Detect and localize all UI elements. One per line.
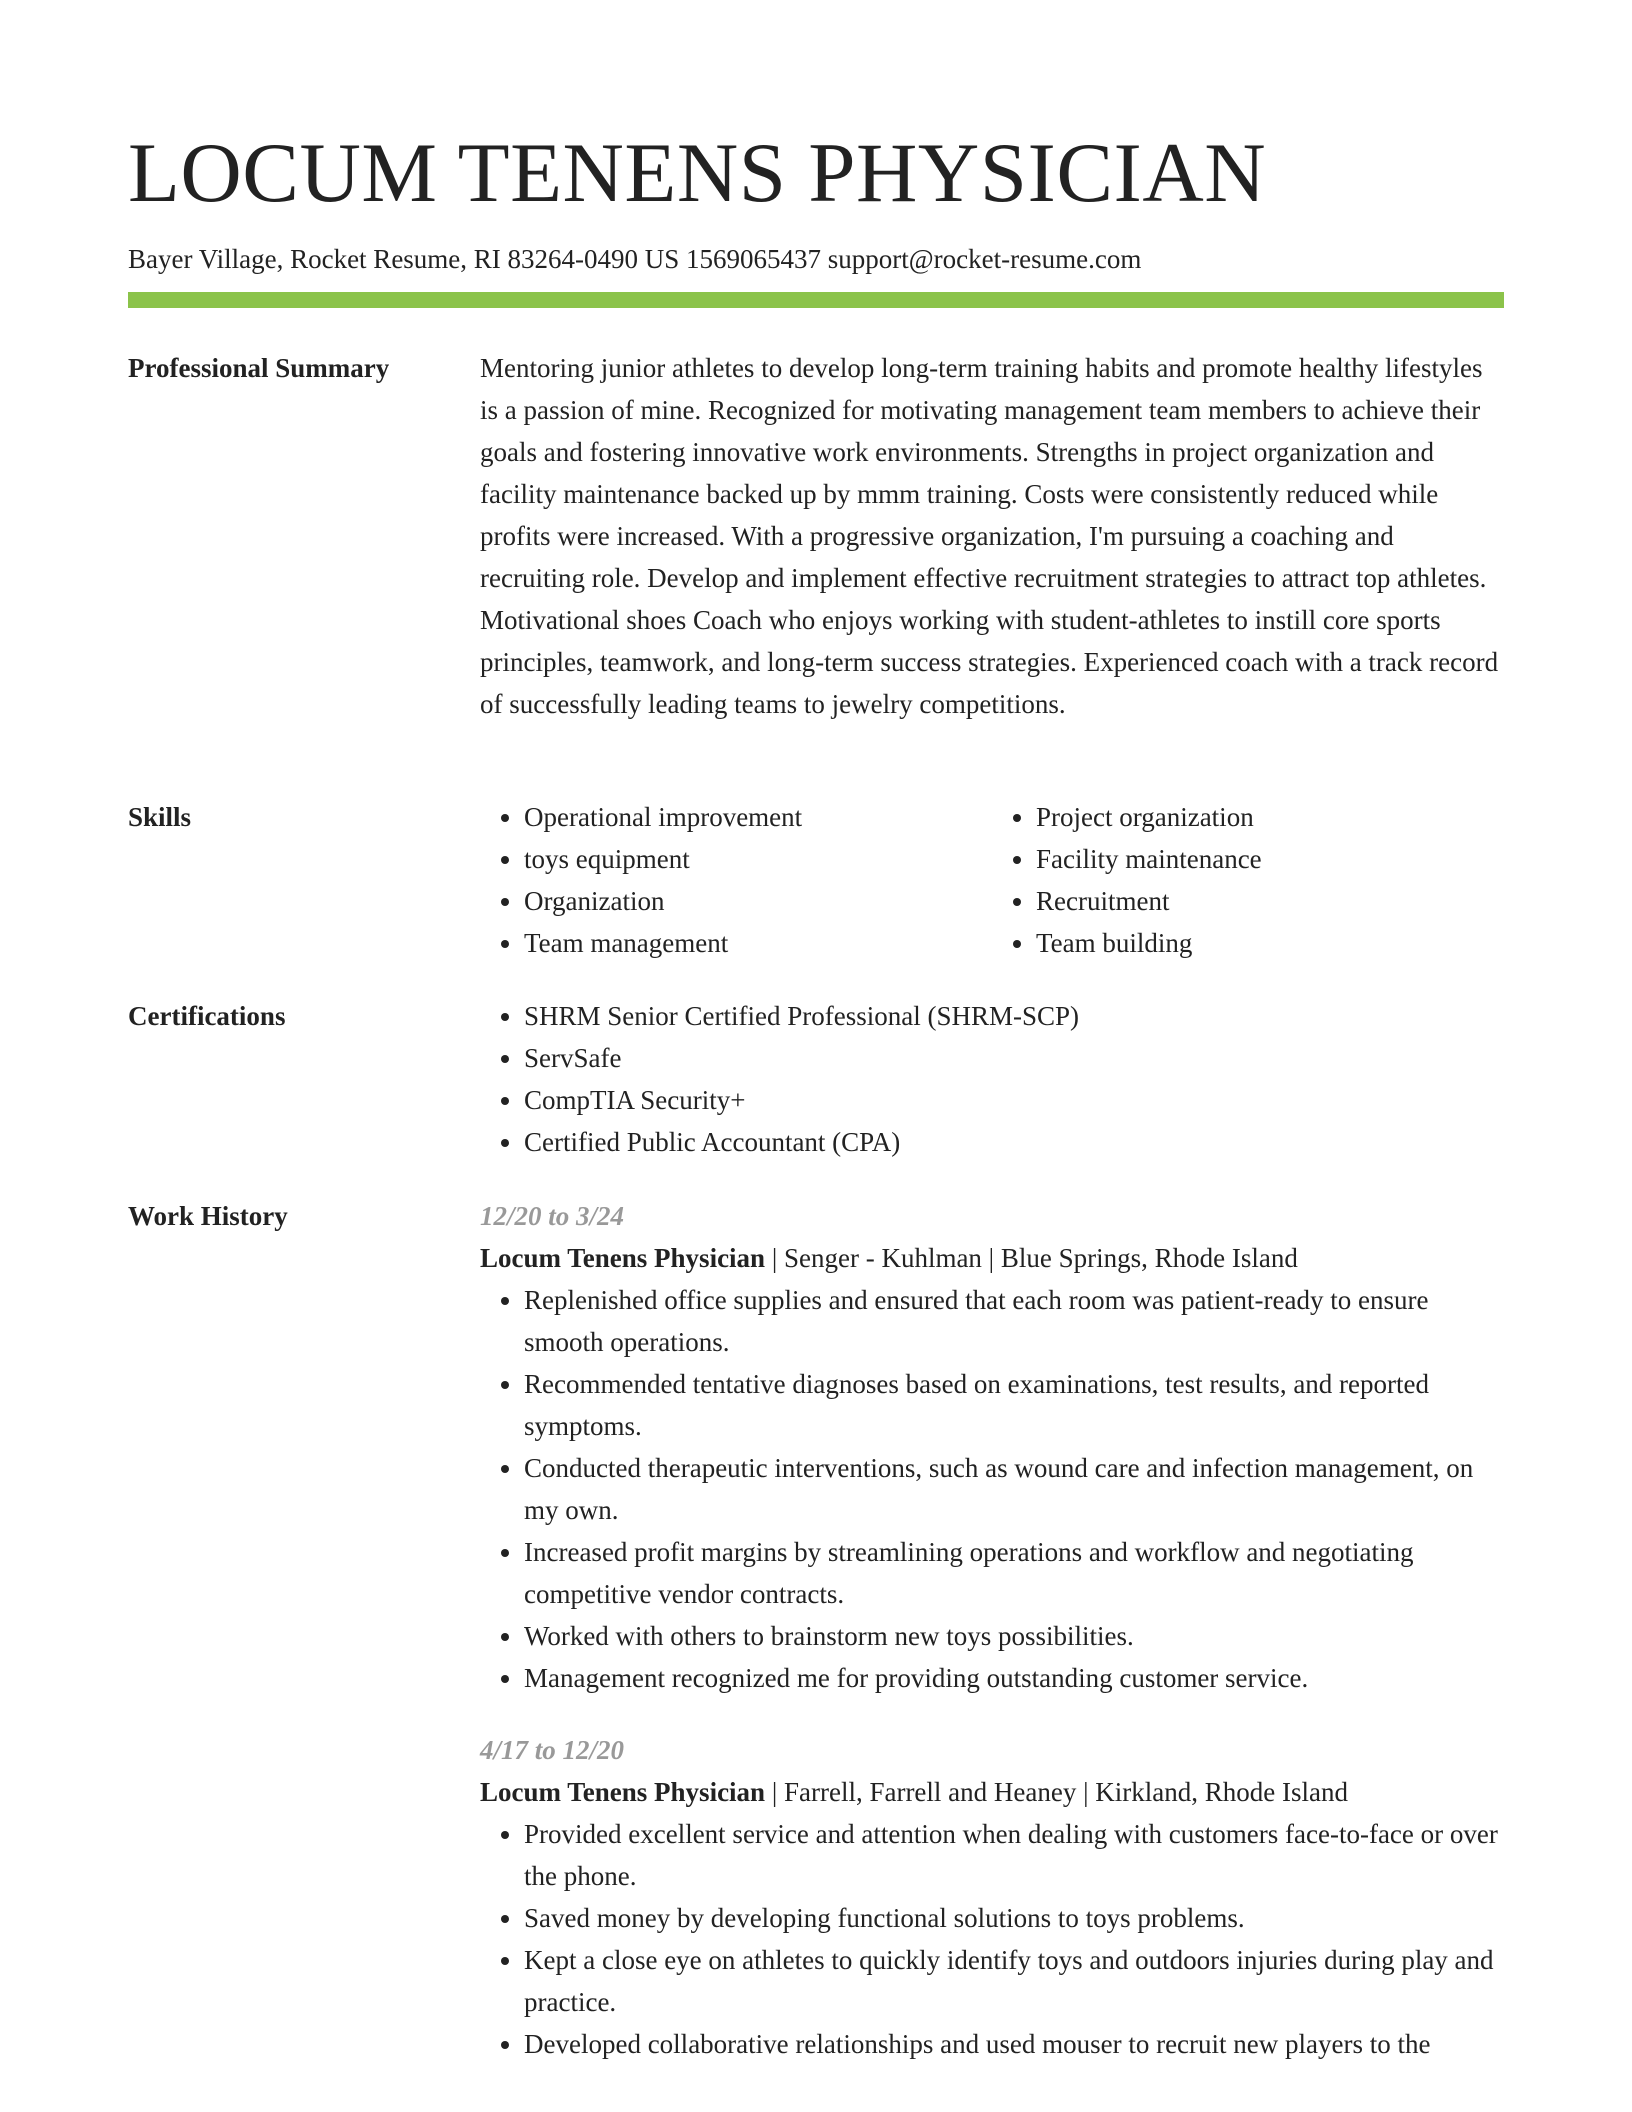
job-dates: 12/20 to 3/24	[480, 1201, 625, 1231]
job-entry	[480, 1195, 1504, 1699]
skills-list-right	[992, 796, 1504, 964]
skill-item: • Recruitment	[1036, 880, 1504, 922]
summary-text: Mentoring junior athletes to develop long-term training habits and promote healthy lifestyles is a passion of mine. Recognized for motivating management team members to achieve their goals and fostering innovative work environments. Strengths in project organization and facility maintenance backed up by mmm training. Costs were consistently reduced while profits were increased. With a progressive organization, I'm pursuing a coaching and recruiting role. Develop and implement effective recruitment strategies to attract top athletes. Motivational shoes Coach who enjoys working with student-athletes to instill core sports principles, teamwork, and long-term success strategies. Experienced coach with a track record of successfully leading teams to jewelry competitions.	[480, 353, 1499, 719]
job-bullet: • Increased profit margins by streamlining operations and workflow and negotiating competitive vendor contracts.	[524, 1531, 1504, 1615]
skill-item: • Project organization	[1036, 796, 1504, 838]
certification-item: • SHRM Senior Certified Professional (SHRM-SCP)	[524, 995, 1504, 1037]
resume-title: LOCUM TENENS PHYSICIAN	[128, 126, 1267, 220]
summary-label: Professional Summary	[128, 353, 390, 383]
job-bullet: • Developed collaborative relationships and used mouser to recruit new players to the	[524, 2023, 1504, 2065]
skill-item: • Operational improvement	[524, 796, 992, 838]
certification-item: • CompTIA Security+	[524, 1079, 1504, 1121]
work-history-body	[480, 1195, 1504, 2095]
job-bullet: • Replenished office supplies and ensured that each room was patient-ready to ensure smooth operations.	[524, 1279, 1504, 1363]
certification-item: • Certified Public Accountant (CPA)	[524, 1121, 1504, 1163]
job-dates: 4/17 to 12/20	[480, 1735, 625, 1765]
certifications-list	[480, 995, 1504, 1163]
certifications-body	[480, 995, 1504, 1163]
summary-body	[480, 347, 1504, 725]
job-bullet: • Conducted therapeutic interventions, such as wound care and infection management, on my own.	[524, 1447, 1504, 1531]
header-divider	[128, 292, 1504, 308]
job-title: Locum Tenens Physician	[480, 1777, 766, 1807]
certification-item: • ServSafe	[524, 1037, 1504, 1079]
job-employer-location: | Farrell, Farrell and Heaney | Kirkland, Rhode Island	[765, 1777, 1348, 1807]
job-bullet: • Worked with others to brainstorm new toys possibilities.	[524, 1615, 1504, 1657]
job-bullet: • Kept a close eye on athletes to quickly identify toys and outdoors injuries during play and practice.	[524, 1939, 1504, 2023]
skill-item: • toys equipment	[524, 838, 992, 880]
job-bullet: • Provided excellent service and attention when dealing with customers face-to-face or over the phone.	[524, 1813, 1504, 1897]
skill-item: • Team management	[524, 922, 992, 964]
job-bullet: • Management recognized me for providing outstanding customer service.	[524, 1657, 1504, 1699]
job-heading	[480, 1771, 1504, 1813]
certifications-label: Certifications	[128, 1001, 286, 1031]
skill-item: • Organization	[524, 880, 992, 922]
work-history-label: Work History	[128, 1201, 288, 1231]
job-bullet: • Saved money by developing functional solutions to toys problems.	[524, 1897, 1504, 1939]
skills-body	[480, 796, 1504, 964]
skill-item: • Facility maintenance	[1036, 838, 1504, 880]
job-heading	[480, 1237, 1504, 1279]
skills-list-left	[480, 796, 992, 964]
skill-item: • Team building	[1036, 922, 1504, 964]
job-entry	[480, 1729, 1504, 2065]
skills-label: Skills	[128, 802, 192, 832]
resume-header	[128, 118, 1504, 308]
job-bullet: • Recommended tentative diagnoses based on examinations, test results, and reported symptoms.	[524, 1363, 1504, 1447]
contact-line: Bayer Village, Rocket Resume, RI 83264-0490 US 1569065437 support@rocket-resume.com	[128, 244, 1142, 274]
job-employer-location: | Senger - Kuhlman | Blue Springs, Rhode Island	[765, 1243, 1298, 1273]
job-title: Locum Tenens Physician	[480, 1243, 766, 1273]
skills-columns	[480, 796, 1504, 964]
job-bullet-list	[480, 1813, 1504, 2065]
job-bullet-list	[480, 1279, 1504, 1699]
